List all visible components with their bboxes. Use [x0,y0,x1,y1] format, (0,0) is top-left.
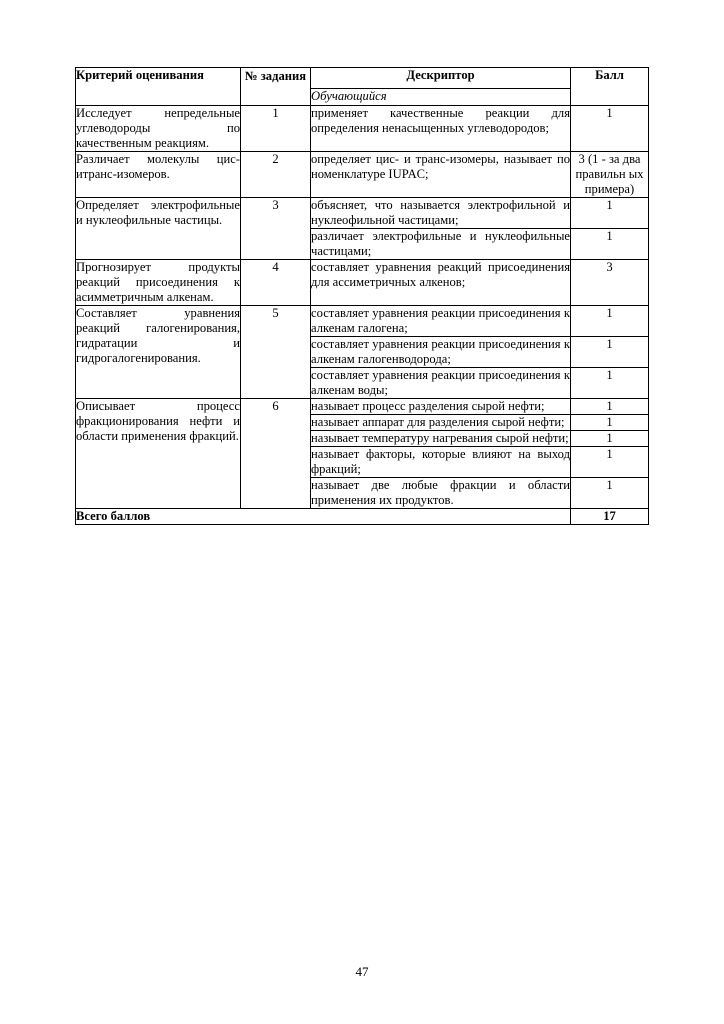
points-cell: 1 [571,399,649,415]
descriptor-cell: применяет качественные реакции для определения ненасыщенных углеводородов; [311,106,571,152]
total-points: 17 [571,509,649,525]
descriptor-cell: называет температуру нагревания сырой нефти; [311,431,569,445]
points-cell: 1 [571,478,649,509]
criterion-cell: Исследует непредельные углеводороды по качественным реакциям. [76,106,240,150]
points-cell: 1 [571,368,649,399]
table-row [76,198,649,229]
table-row [76,106,649,152]
points-cell: 1 [571,337,649,368]
header-criterion: Критерий оценивания [76,68,241,106]
criterion-cell: Составляет уравнения реакций галогенирования, гидратации и гидрогалогенирования. [76,306,241,399]
task-number-cell: 6 [241,399,311,509]
table-row [76,152,649,198]
criterion-cell: Определяет электрофильные и нуклеофильные частицы. [76,198,241,260]
descriptor-cell: объясняет, что называется электрофильной и нуклеофильной частицами; [311,198,570,227]
points-cell: 1 [571,431,649,447]
header-task-number: № задания [241,68,311,106]
descriptor-cell: определяет цис- и транс-изомеры, называет по номенклатуре IUPAC; [311,152,571,198]
table-row [76,260,649,306]
points-cell: 1 [571,447,649,478]
criterion-cell: Различает молекулы цис- итранс-изомеров. [76,152,241,198]
points-cell: 1 [571,198,649,229]
descriptor-cell: различает электрофильные и нуклеофильные частицами; [311,229,570,258]
task-number-cell: 3 [241,198,311,260]
task-number-cell: 4 [241,260,311,306]
total-label: Всего баллов [76,509,571,525]
points-cell: 1 [571,415,649,431]
points-cell: 1 [571,306,649,337]
descriptor-cell: называет две любые фракции и области применения их продуктов. [311,478,570,507]
page-number: 47 [355,964,369,979]
descriptor-cell: называет факторы, которые влияют на выход фракций; [311,447,570,476]
points-cell: 3 [571,260,649,306]
criterion-cell: Описывает процесс фракционирования нефти и области применения фракций. [76,399,241,509]
points-cell: 1 [571,106,649,152]
header-descriptor: Дескриптор [311,68,571,89]
descriptor-cell: называет аппарат для разделения сырой нефти; [311,415,571,431]
task-number-cell: 2 [241,152,311,198]
descriptor-cell: составляет уравнения реакции присоединения к алкенам галогена; [311,306,570,335]
points-cell: 1 [571,229,649,260]
descriptor-cell: называет процесс разделения сырой нефти; [311,399,571,415]
criterion-cell: Прогнозирует продукты реакций присоединения к асимметричным алкенам. [76,260,240,304]
descriptor-cell: составляет уравнения реакции присоединения к алкенам галогенводорода; [311,337,570,366]
table-row [76,306,649,337]
descriptor-cell: составляет уравнения реакции присоединения к алкенам воды; [311,368,570,397]
table-row [76,399,649,415]
header-points: Балл [571,68,649,106]
task-number-cell: 5 [241,306,311,399]
header-descriptor-sub: Обучающийся [311,89,571,106]
task-number-cell: 1 [241,106,311,152]
assessment-table [75,67,649,525]
points-cell: 3 (1 - за два правильн ых примера) [571,152,649,198]
descriptor-cell: составляет уравнения реакций присоединения для ассиметричных алкенов; [311,260,571,306]
